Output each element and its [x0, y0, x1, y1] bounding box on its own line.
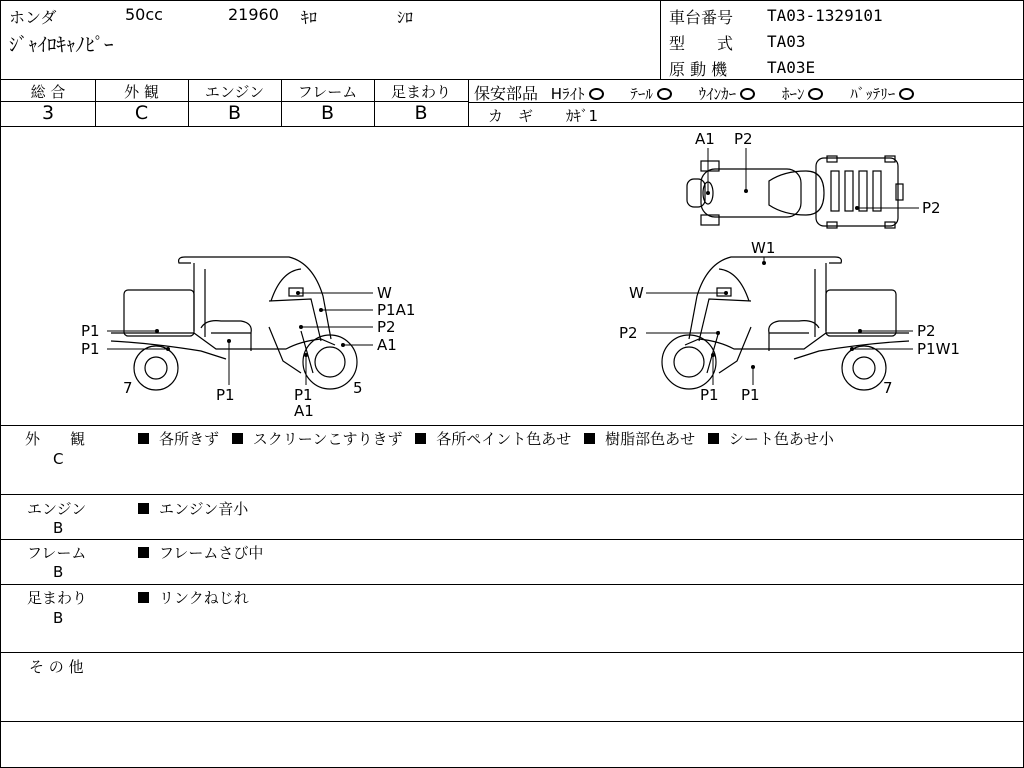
ok-circle-icon [808, 88, 823, 100]
remark-suspension-label: 足まわり [27, 589, 88, 607]
grade-divider [468, 79, 469, 126]
remark-item: スクリーンこすりきず [252, 430, 403, 448]
remark-frame-items [138, 542, 271, 563]
remark-suspension-grade: B [53, 609, 64, 627]
remark-suspension-items [138, 587, 257, 608]
damage-mark: P1W1 [917, 340, 960, 358]
damage-mark: 5 [353, 379, 363, 397]
damage-mark: A1 [294, 402, 314, 420]
damage-mark: P1 [81, 340, 100, 358]
grades-top-rule [1, 79, 1024, 80]
mileage: 21960 [228, 5, 279, 24]
remark-rule [1, 584, 1024, 585]
left-side-view-scooter [111, 257, 357, 390]
grade-suspension-value: B [414, 102, 428, 124]
remark-item: シート色あせ小 [728, 430, 834, 448]
remark-exterior-items [138, 428, 842, 449]
remark-exterior-label: 外 観 [25, 430, 86, 448]
safety-item-horn [782, 85, 824, 103]
damage-dots [155, 189, 862, 369]
safety-item-battery [850, 85, 914, 103]
grade-overall-label: 総 合 [30, 83, 66, 101]
grade-exterior-label: 外 観 [124, 83, 159, 101]
remark-rule [1, 494, 1024, 495]
maker: ホンダ [9, 8, 57, 27]
mileage-unit: ｷﾛ [301, 8, 318, 27]
damage-diagram [1, 127, 1024, 425]
grade-engine-label: エンジン [204, 83, 265, 101]
grade-exterior-value: C [134, 102, 149, 124]
remark-item: フレームさび中 [159, 544, 264, 562]
remark-engine-items [138, 498, 256, 519]
damage-mark: A1 [377, 336, 397, 354]
key-value: ｶｷﾞ1 [566, 107, 599, 125]
bullet-square-icon [708, 433, 719, 444]
chassis-label: 車台番号 [669, 8, 734, 27]
ok-circle-icon [657, 88, 672, 100]
safety-item-label: Hﾗｲﾄ [550, 85, 585, 103]
bullet-square-icon [415, 433, 426, 444]
grade-engine-value: B [227, 102, 242, 124]
damage-mark: W [377, 284, 392, 302]
type-label: 型 式 [669, 34, 734, 53]
remark-item: エンジン音小 [159, 500, 249, 518]
grade-frame-label: フレーム [297, 83, 358, 101]
safety-row [474, 81, 922, 104]
safety-item-label: ﾎｰﾝ [781, 85, 805, 103]
damage-mark: P2 [734, 130, 753, 148]
remark-item: 各所ペイント色あせ [436, 430, 572, 448]
damage-mark: A1 [695, 130, 715, 148]
remark-frame-grade: B [53, 563, 64, 581]
bottom-rule [1, 721, 1024, 722]
grade-frame-value: B [320, 102, 335, 124]
remark-rule [1, 652, 1024, 653]
chassis-value: TA03-1329101 [767, 6, 883, 25]
key-label: カ ギ [488, 107, 534, 125]
engine-model-label: 原 動 機 [669, 60, 728, 79]
bullet-square-icon [138, 547, 149, 558]
ok-circle-icon [899, 88, 914, 100]
bullet-square-icon [232, 433, 243, 444]
safety-item-label: ｳｲﾝｶｰ [698, 85, 737, 103]
bullet-square-icon [138, 433, 149, 444]
remark-engine-grade: B [53, 519, 64, 537]
damage-mark: W1 [751, 239, 776, 257]
damage-mark: P1 [294, 386, 313, 404]
color: ｼﾛ [397, 8, 414, 27]
ok-circle-icon [589, 88, 604, 100]
damage-mark: P1 [741, 386, 760, 404]
displacement: 50cc [125, 5, 163, 24]
bullet-square-icon [584, 433, 595, 444]
damage-mark: P2 [619, 324, 638, 342]
remark-engine-label: エンジン [27, 500, 87, 518]
damage-mark: P1 [81, 322, 100, 340]
damage-mark: P2 [922, 199, 941, 217]
safety-item-label: ﾃｰﾙ [630, 85, 653, 103]
safety-item-label: ﾊﾞｯﾃﾘｰ [850, 85, 896, 103]
engine-model-value: TA03E [767, 58, 816, 77]
remark-item: リンクねじれ [159, 589, 249, 607]
remarks-top-rule [1, 425, 1024, 426]
remark-exterior-grade: C [53, 450, 64, 468]
remark-item: 各所きず [159, 430, 220, 448]
damage-mark: P2 [377, 318, 396, 336]
model-name: ｼﾞｬｲﾛｷｬﾉﾋﾟｰ [9, 34, 114, 56]
top-view-scooter [687, 156, 903, 228]
damage-mark: P1 [700, 386, 719, 404]
remark-rule [1, 539, 1024, 540]
safety-item-winker [699, 85, 756, 103]
grade-overall-value: 3 [41, 102, 55, 124]
damage-mark: 7 [123, 379, 133, 397]
bullet-square-icon [138, 592, 149, 603]
damage-mark: P1 [216, 386, 235, 404]
safety-item-tail [630, 85, 672, 103]
type-value: TA03 [767, 32, 806, 51]
remark-item: 樹脂部色あせ [605, 430, 696, 448]
damage-mark: P2 [917, 322, 936, 340]
other-label: そ の 他 [29, 658, 84, 676]
damage-mark: 7 [883, 379, 893, 397]
right-side-view-scooter [662, 257, 909, 390]
remark-frame-label: フレーム [27, 544, 87, 562]
safety-item-headlight [551, 85, 604, 103]
safety-label: 保安部品 [474, 84, 539, 103]
damage-mark: P1A1 [377, 301, 416, 319]
grade-suspension-label: 足まわり [390, 83, 451, 101]
bullet-square-icon [138, 503, 149, 514]
ok-circle-icon [740, 88, 755, 100]
header-divider [660, 1, 661, 79]
damage-mark: W [629, 284, 644, 302]
